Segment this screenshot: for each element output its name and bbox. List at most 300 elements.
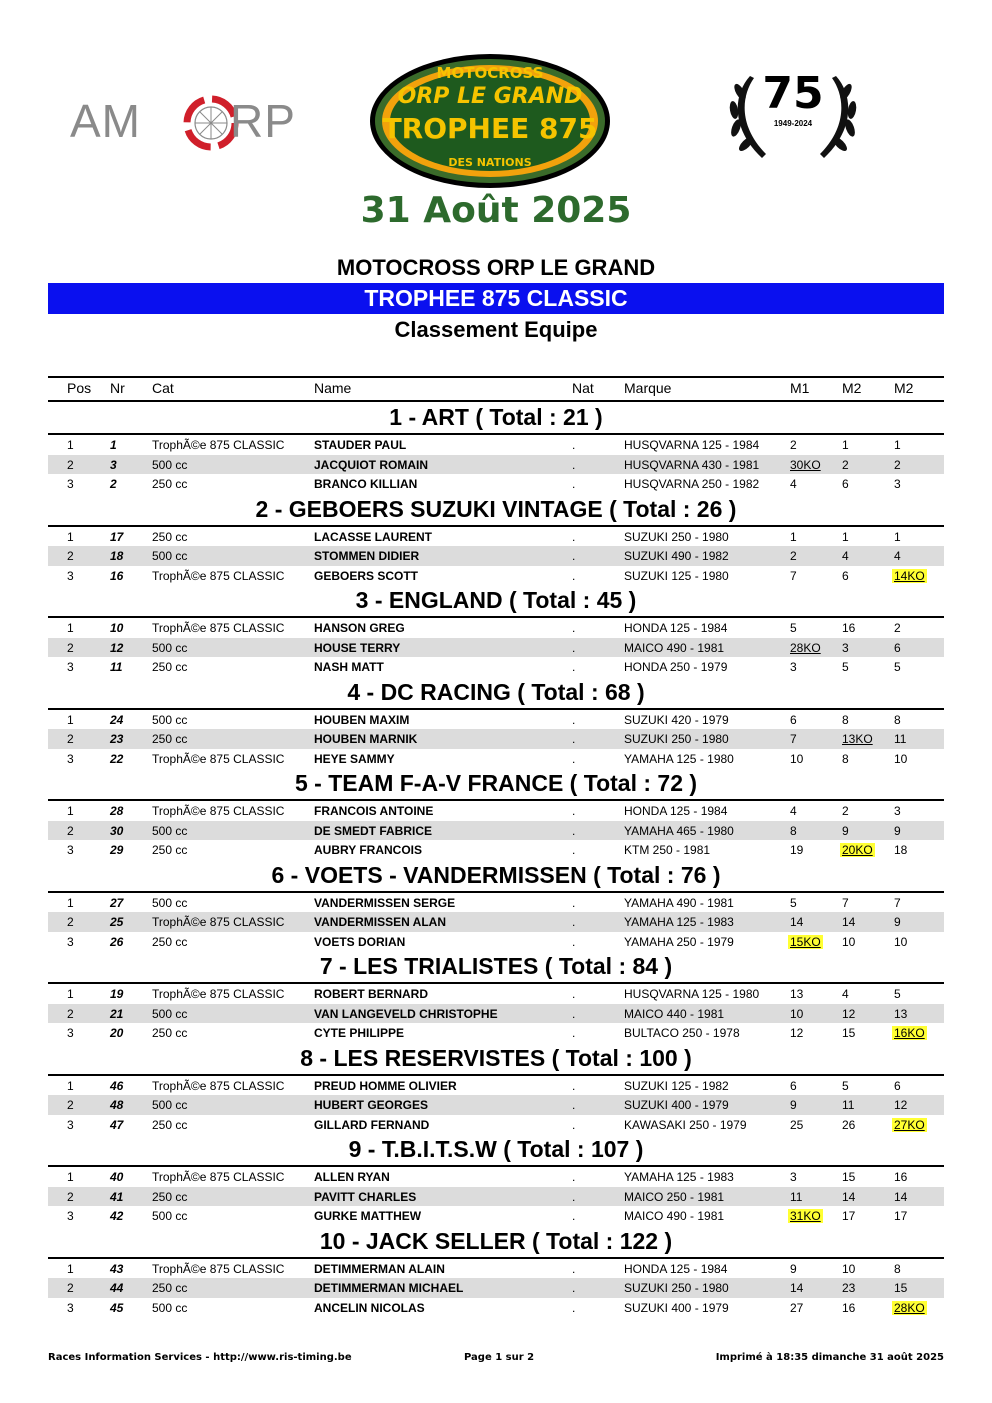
col-m3: M2 <box>894 380 914 396</box>
cell-cat: 250 cc <box>152 1281 188 1295</box>
cell-m3: 8 <box>894 712 901 727</box>
cell-marque: MAICO 490 - 1981 <box>624 1209 725 1223</box>
table-row <box>48 1115 944 1135</box>
cell-name: FRANCOIS ANTOINE <box>314 804 434 818</box>
event-title-bar: TROPHEE 875 CLASSIC <box>48 283 944 314</box>
cell-nr: 11 <box>110 660 123 674</box>
cell-pos: 1 <box>67 1261 74 1276</box>
cell-m3: 10 <box>894 751 908 766</box>
cell-marque: SUZUKI 420 - 1979 <box>624 712 729 727</box>
cell-m2: 23 <box>842 1281 856 1295</box>
cell-pos: 3 <box>67 660 74 674</box>
cell-name: ROBERT BERNARD <box>314 987 428 1001</box>
col-m2: M2 <box>842 380 862 396</box>
team-title: 9 - T.B.I.T.S.W ( Total : 107 ) <box>48 1134 944 1167</box>
cell-m3: 28KO <box>894 1300 925 1315</box>
cell-name: DE SMEDT FABRICE <box>314 823 433 838</box>
cell-m1: 1 <box>790 529 797 544</box>
table-row <box>48 984 944 1004</box>
team-title: 5 - TEAM F-A-V FRANCE ( Total : 72 ) <box>48 768 944 801</box>
team-title: 1 - ART ( Total : 21 ) <box>48 402 944 435</box>
cell-m2: 1 <box>842 529 849 544</box>
table-row <box>48 1095 944 1115</box>
cell-name: GEBOERS SCOTT <box>314 568 419 583</box>
table-row <box>48 1259 944 1279</box>
cell-nr: 26 <box>110 934 124 949</box>
cell-m2: 4 <box>842 549 849 563</box>
cell-pos: 2 <box>67 915 74 929</box>
table-row <box>48 618 944 638</box>
cell-nat: . <box>572 1117 576 1132</box>
cell-cat: 250 cc <box>152 1026 188 1040</box>
cell-marque: HUSQVARNA 125 - 1980 <box>624 987 760 1001</box>
cell-pos: 1 <box>67 529 74 544</box>
cell-m3: 16 <box>894 1170 908 1184</box>
cell-nat: . <box>572 477 576 491</box>
cell-marque: HONDA 125 - 1984 <box>624 1261 728 1276</box>
cell-m3: 9 <box>894 915 901 929</box>
cell-marque: YAMAHA 465 - 1980 <box>624 823 734 838</box>
footer-source: Races Information Services - http://www.ris-timing.be <box>48 1352 352 1363</box>
cell-nat: . <box>572 712 576 727</box>
team-title: 4 - DC RACING ( Total : 68 ) <box>48 677 944 710</box>
table-row <box>48 455 944 475</box>
cell-marque: KAWASAKI 250 - 1979 <box>624 1117 747 1132</box>
event-badge-logo <box>368 52 612 190</box>
cell-pos: 3 <box>67 1300 74 1315</box>
cell-cat: 500 cc <box>152 640 188 655</box>
cell-nat: . <box>572 621 576 635</box>
cell-cat: 500 cc <box>152 712 188 727</box>
cell-m1: 31KO <box>790 1209 821 1223</box>
cell-marque: MAICO 250 - 1981 <box>624 1189 725 1204</box>
cell-m2: 15 <box>842 1026 856 1040</box>
badge-line4: DES NATIONS <box>448 156 532 169</box>
cell-cat: TrophÃ©e 875 CLASSIC <box>152 1170 285 1184</box>
cell-cat: 250 cc <box>152 1117 188 1132</box>
table-row <box>48 1187 944 1207</box>
cell-m1: 8 <box>790 823 797 838</box>
cell-name: DETIMMERMAN ALAIN <box>314 1261 445 1276</box>
footer-printed-date: Imprimé à 18:35 dimanche 31 août 2025 <box>715 1352 944 1363</box>
cell-pos: 1 <box>67 987 74 1001</box>
cell-m1: 25 <box>790 1117 804 1132</box>
cell-nat: . <box>572 457 576 472</box>
cell-pos: 1 <box>67 804 74 818</box>
cell-m2: 4 <box>842 987 849 1001</box>
cell-cat: 500 cc <box>152 1098 188 1112</box>
cell-nr: 46 <box>110 1078 124 1093</box>
cell-m1: 4 <box>790 477 797 491</box>
cell-nr: 19 <box>110 987 124 1001</box>
table-row <box>48 527 944 547</box>
cell-m1: 14 <box>790 1281 804 1295</box>
cell-cat: 500 cc <box>152 1209 188 1223</box>
cell-m1: 4 <box>790 804 797 818</box>
cell-m3: 6 <box>894 1078 901 1093</box>
cell-nr: 42 <box>110 1209 124 1223</box>
cell-m3: 1 <box>894 438 901 452</box>
table-row <box>48 932 944 952</box>
cell-m2: 1 <box>842 438 849 452</box>
table-row <box>48 893 944 913</box>
col-name: Name <box>314 380 352 396</box>
anniversary-laurel-logo <box>722 62 864 166</box>
cell-marque: HONDA 250 - 1979 <box>624 660 728 674</box>
cell-name: NASH MATT <box>314 660 384 674</box>
cell-nr: 24 <box>110 712 124 727</box>
cell-nr: 28 <box>110 804 124 818</box>
cell-nat: . <box>572 823 576 838</box>
cell-nr: 25 <box>110 915 124 929</box>
cell-m3: 6 <box>894 640 901 655</box>
cell-cat: TrophÃ©e 875 CLASSIC <box>152 987 285 1001</box>
cell-nat: . <box>572 1078 576 1093</box>
cell-cat: TrophÃ©e 875 CLASSIC <box>152 438 285 452</box>
cell-nat: . <box>572 804 576 818</box>
cell-cat: 500 cc <box>152 895 188 910</box>
cell-nr: 43 <box>110 1261 124 1276</box>
cell-nat: . <box>572 1281 576 1295</box>
cell-nr: 44 <box>110 1281 124 1295</box>
cell-m1: 11 <box>790 1189 803 1204</box>
cell-nr: 1 <box>110 438 117 452</box>
cell-nat: . <box>572 660 576 674</box>
badge-line2: ORP LE GRAND <box>397 84 583 109</box>
cell-m2: 12 <box>842 1006 856 1021</box>
cell-marque: SUZUKI 490 - 1982 <box>624 549 729 563</box>
cell-pos: 1 <box>67 438 74 452</box>
cell-nat: . <box>572 915 576 929</box>
cell-nat: . <box>572 843 576 857</box>
cell-cat: 500 cc <box>152 1300 188 1315</box>
table-row <box>48 1298 944 1318</box>
col-pos: Pos <box>67 380 92 396</box>
cell-m1: 3 <box>790 1170 797 1184</box>
cell-m2: 10 <box>842 1261 856 1276</box>
cell-marque: SUZUKI 250 - 1980 <box>624 732 729 746</box>
cell-pos: 3 <box>67 568 74 583</box>
cell-pos: 2 <box>67 1189 74 1204</box>
cell-nr: 16 <box>110 568 124 583</box>
cell-marque: SUZUKI 400 - 1979 <box>624 1098 729 1112</box>
cell-name: CYTE PHILIPPE <box>314 1026 405 1040</box>
cell-marque: YAMAHA 125 - 1980 <box>624 751 734 766</box>
cell-cat: TrophÃ©e 875 CLASSIC <box>152 621 285 635</box>
cell-m2: 14 <box>842 915 856 929</box>
cell-nr: 2 <box>110 477 117 491</box>
cell-cat: TrophÃ©e 875 CLASSIC <box>152 751 285 766</box>
table-row <box>48 821 944 841</box>
cell-marque: HUSQVARNA 430 - 1981 <box>624 457 760 472</box>
cell-name: HANSON GREG <box>314 621 405 635</box>
cell-cat: 250 cc <box>152 1189 188 1204</box>
cell-pos: 2 <box>67 1006 74 1021</box>
cell-nat: . <box>572 1006 576 1021</box>
cell-m1: 9 <box>790 1261 797 1276</box>
table-row <box>48 840 944 860</box>
cell-cat: 250 cc <box>152 529 188 544</box>
cell-m2: 16 <box>842 621 856 635</box>
cell-nat: . <box>572 549 576 563</box>
cell-m3: 12 <box>894 1098 908 1112</box>
table-row <box>48 912 944 932</box>
cell-cat: 500 cc <box>152 823 188 838</box>
cell-m3: 13 <box>894 1006 908 1021</box>
cell-cat: 250 cc <box>152 732 188 746</box>
cell-cat: TrophÃ©e 875 CLASSIC <box>152 1078 285 1093</box>
cell-pos: 2 <box>67 457 74 472</box>
cell-m1: 7 <box>790 732 797 746</box>
cell-marque: KTM 250 - 1981 <box>624 843 711 857</box>
cell-m3: 10 <box>894 934 908 949</box>
cell-m1: 14 <box>790 915 804 929</box>
cell-m3: 2 <box>894 457 901 472</box>
table-row <box>48 435 944 455</box>
cell-marque: SUZUKI 125 - 1980 <box>624 568 729 583</box>
cell-nat: . <box>572 1189 576 1204</box>
cell-m2: 8 <box>842 712 849 727</box>
cell-nr: 21 <box>110 1006 124 1021</box>
cell-pos: 3 <box>67 751 74 766</box>
cell-nat: . <box>572 1209 576 1223</box>
cell-pos: 1 <box>67 621 74 635</box>
cell-cat: 500 cc <box>152 549 188 563</box>
page-title: MOTOCROSS ORP LE GRAND <box>336 255 656 280</box>
cell-nr: 27 <box>110 895 124 910</box>
cell-nr: 30 <box>110 823 124 838</box>
cell-marque: HUSQVARNA 125 - 1984 <box>624 438 760 452</box>
cell-m3: 3 <box>894 804 901 818</box>
cell-m1: 6 <box>790 1078 797 1093</box>
cell-m1: 30KO <box>790 457 821 472</box>
cell-m2: 16 <box>842 1300 856 1315</box>
cell-m3: 14KO <box>894 568 925 583</box>
cell-nr: 3 <box>110 457 117 472</box>
cell-nat: . <box>572 640 576 655</box>
team-title: 6 - VOETS - VANDERMISSEN ( Total : 76 ) <box>48 860 944 893</box>
cell-pos: 2 <box>67 640 74 655</box>
cell-marque: YAMAHA 490 - 1981 <box>624 895 734 910</box>
cell-marque: HONDA 125 - 1984 <box>624 621 728 635</box>
table-row <box>48 638 944 658</box>
table-row <box>48 1206 944 1226</box>
cell-name: BRANCO KILLIAN <box>314 477 418 491</box>
cell-marque: HUSQVARNA 250 - 1982 <box>624 477 760 491</box>
cell-m2: 17 <box>842 1209 856 1223</box>
cell-m3: 18 <box>894 843 908 857</box>
cell-m3: 14 <box>894 1189 908 1204</box>
cell-nr: 17 <box>110 529 124 544</box>
cell-name: VANDERMISSEN SERGE <box>314 895 456 910</box>
team-title: 10 - JACK SELLER ( Total : 122 ) <box>48 1226 944 1259</box>
cell-m2: 8 <box>842 751 849 766</box>
team-ranking-table <box>48 376 944 1317</box>
cell-m2: 5 <box>842 1078 849 1093</box>
table-row <box>48 749 944 769</box>
cell-m1: 10 <box>790 1006 804 1021</box>
cell-pos: 2 <box>67 1098 74 1112</box>
team-title: 2 - GEBOERS SUZUKI VINTAGE ( Total : 26 ) <box>48 494 944 527</box>
cell-m2: 7 <box>842 895 849 910</box>
cell-marque: MAICO 490 - 1981 <box>624 640 725 655</box>
table-row <box>48 1023 944 1043</box>
table-row <box>48 474 944 494</box>
amorp-logo <box>70 88 300 158</box>
cell-m3: 15 <box>894 1281 908 1295</box>
cell-name: DETIMMERMAN MICHAEL <box>314 1281 464 1295</box>
cell-m2: 20KO <box>842 843 873 857</box>
cell-pos: 3 <box>67 934 74 949</box>
cell-cat: 500 cc <box>152 457 188 472</box>
cell-cat: 500 cc <box>152 1006 188 1021</box>
cell-nr: 40 <box>110 1170 124 1184</box>
cell-pos: 3 <box>67 1117 74 1132</box>
table-row <box>48 1004 944 1024</box>
cell-m2: 15 <box>842 1170 856 1184</box>
cell-name: VAN LANGEVELD CHRISTOPHE <box>314 1006 498 1021</box>
cell-m3: 11 <box>894 732 907 746</box>
cell-nat: . <box>572 1170 576 1184</box>
cell-nr: 45 <box>110 1300 124 1315</box>
badge-line3: TROPHEE 875 <box>382 112 598 145</box>
cell-marque: SUZUKI 250 - 1980 <box>624 1281 729 1295</box>
cell-nat: . <box>572 1261 576 1276</box>
amorp-logo-left-text: AM <box>70 95 141 147</box>
cell-pos: 1 <box>67 1170 74 1184</box>
cell-m2: 13KO <box>842 732 873 746</box>
cell-m1: 28KO <box>790 640 821 655</box>
cell-name: HOUBEN MAXIM <box>314 712 410 727</box>
cell-cat: 250 cc <box>152 660 188 674</box>
cell-pos: 3 <box>67 1209 74 1223</box>
cell-marque: YAMAHA 125 - 1983 <box>624 1170 734 1184</box>
ranking-subtitle: Classement Equipe <box>394 317 598 342</box>
cell-nr: 18 <box>110 549 124 563</box>
cell-name: HOUBEN MARNIK <box>314 732 418 746</box>
cell-m1: 15KO <box>790 934 821 949</box>
cell-nr: 10 <box>110 621 124 635</box>
cell-name: AUBRY FRANCOIS <box>314 843 423 857</box>
cell-m3: 5 <box>894 660 901 674</box>
cell-name: ALLEN RYAN <box>314 1170 390 1184</box>
cell-m2: 26 <box>842 1117 856 1132</box>
cell-nat: . <box>572 934 576 949</box>
cell-cat: 250 cc <box>152 843 188 857</box>
cell-name: HOUSE TERRY <box>314 640 401 655</box>
cell-nat: . <box>572 732 576 746</box>
table-row <box>48 566 944 586</box>
cell-m1: 2 <box>790 438 797 452</box>
cell-pos: 2 <box>67 1281 74 1295</box>
cell-nr: 41 <box>110 1189 124 1204</box>
cell-m3: 9 <box>894 823 901 838</box>
cell-m1: 6 <box>790 712 797 727</box>
cell-pos: 3 <box>67 843 74 857</box>
cell-cat: 250 cc <box>152 477 188 491</box>
cell-cat: TrophÃ©e 875 CLASSIC <box>152 915 285 929</box>
cell-m3: 4 <box>894 549 901 563</box>
cell-cat: TrophÃ©e 875 CLASSIC <box>152 804 285 818</box>
col-m1: M1 <box>790 380 810 396</box>
cell-m2: 2 <box>842 804 849 818</box>
badge-line1: MOTOCROSS <box>436 64 544 82</box>
cell-pos: 1 <box>67 712 74 727</box>
cell-m3: 3 <box>894 477 901 491</box>
col-cat: Cat <box>152 380 174 396</box>
cell-m1: 12 <box>790 1026 804 1040</box>
cell-m3: 17 <box>894 1209 908 1223</box>
cell-m2: 2 <box>842 457 849 472</box>
cell-m2: 3 <box>842 640 849 655</box>
cell-marque: YAMAHA 125 - 1983 <box>624 915 734 929</box>
cell-marque: SUZUKI 125 - 1982 <box>624 1078 729 1093</box>
amorp-logo-right-text: RP <box>230 95 296 147</box>
cell-nat: . <box>572 438 576 452</box>
cell-name: HEYE SAMMY <box>314 751 395 766</box>
cell-pos: 2 <box>67 823 74 838</box>
cell-name: PREUD HOMME OLIVIER <box>314 1078 457 1093</box>
cell-name: GURKE MATTHEW <box>314 1209 422 1223</box>
cell-m1: 19 <box>790 843 804 857</box>
table-row <box>48 657 944 677</box>
cell-m2: 6 <box>842 568 849 583</box>
cell-name: JACQUIOT ROMAIN <box>314 457 428 472</box>
cell-m2: 14 <box>842 1189 856 1204</box>
cell-nat: . <box>572 1300 576 1315</box>
table-row <box>48 1167 944 1187</box>
cell-nat: . <box>572 529 576 544</box>
cell-pos: 2 <box>67 549 74 563</box>
cell-m3: 16KO <box>894 1026 925 1040</box>
anniversary-years: 1949-2024 <box>773 119 813 128</box>
table-row <box>48 546 944 566</box>
cell-name: ANCELIN NICOLAS <box>314 1300 425 1315</box>
cell-m3: 5 <box>894 987 901 1001</box>
cell-cat: 250 cc <box>152 934 188 949</box>
cell-m1: 9 <box>790 1098 797 1112</box>
cell-m3: 8 <box>894 1261 901 1276</box>
cell-nat: . <box>572 895 576 910</box>
teams-list <box>48 402 944 1317</box>
table-row <box>48 801 944 821</box>
col-marque: Marque <box>624 380 672 396</box>
cell-nr: 47 <box>110 1117 124 1132</box>
cell-name: PAVITT CHARLES <box>314 1189 417 1204</box>
team-title: 3 - ENGLAND ( Total : 45 ) <box>48 585 944 618</box>
cell-nr: 12 <box>110 640 124 655</box>
table-row <box>48 1076 944 1096</box>
col-nr: Nr <box>110 380 125 396</box>
cell-nat: . <box>572 1098 576 1112</box>
cell-nat: . <box>572 751 576 766</box>
cell-nr: 48 <box>110 1098 124 1112</box>
event-date: 31 Août 2025 <box>360 190 632 231</box>
cell-nr: 23 <box>110 732 124 746</box>
col-nat: Nat <box>572 380 594 396</box>
cell-pos: 3 <box>67 477 74 491</box>
cell-m3: 27KO <box>894 1117 925 1132</box>
cell-m1: 5 <box>790 621 797 635</box>
cell-marque: HONDA 125 - 1984 <box>624 804 728 818</box>
cell-marque: SUZUKI 400 - 1979 <box>624 1300 729 1315</box>
cell-pos: 1 <box>67 1078 74 1093</box>
team-title: 8 - LES RESERVISTES ( Total : 100 ) <box>48 1043 944 1076</box>
cell-m2: 6 <box>842 477 849 491</box>
cell-m1: 5 <box>790 895 797 910</box>
cell-marque: SUZUKI 250 - 1980 <box>624 529 729 544</box>
cell-pos: 2 <box>67 732 74 746</box>
